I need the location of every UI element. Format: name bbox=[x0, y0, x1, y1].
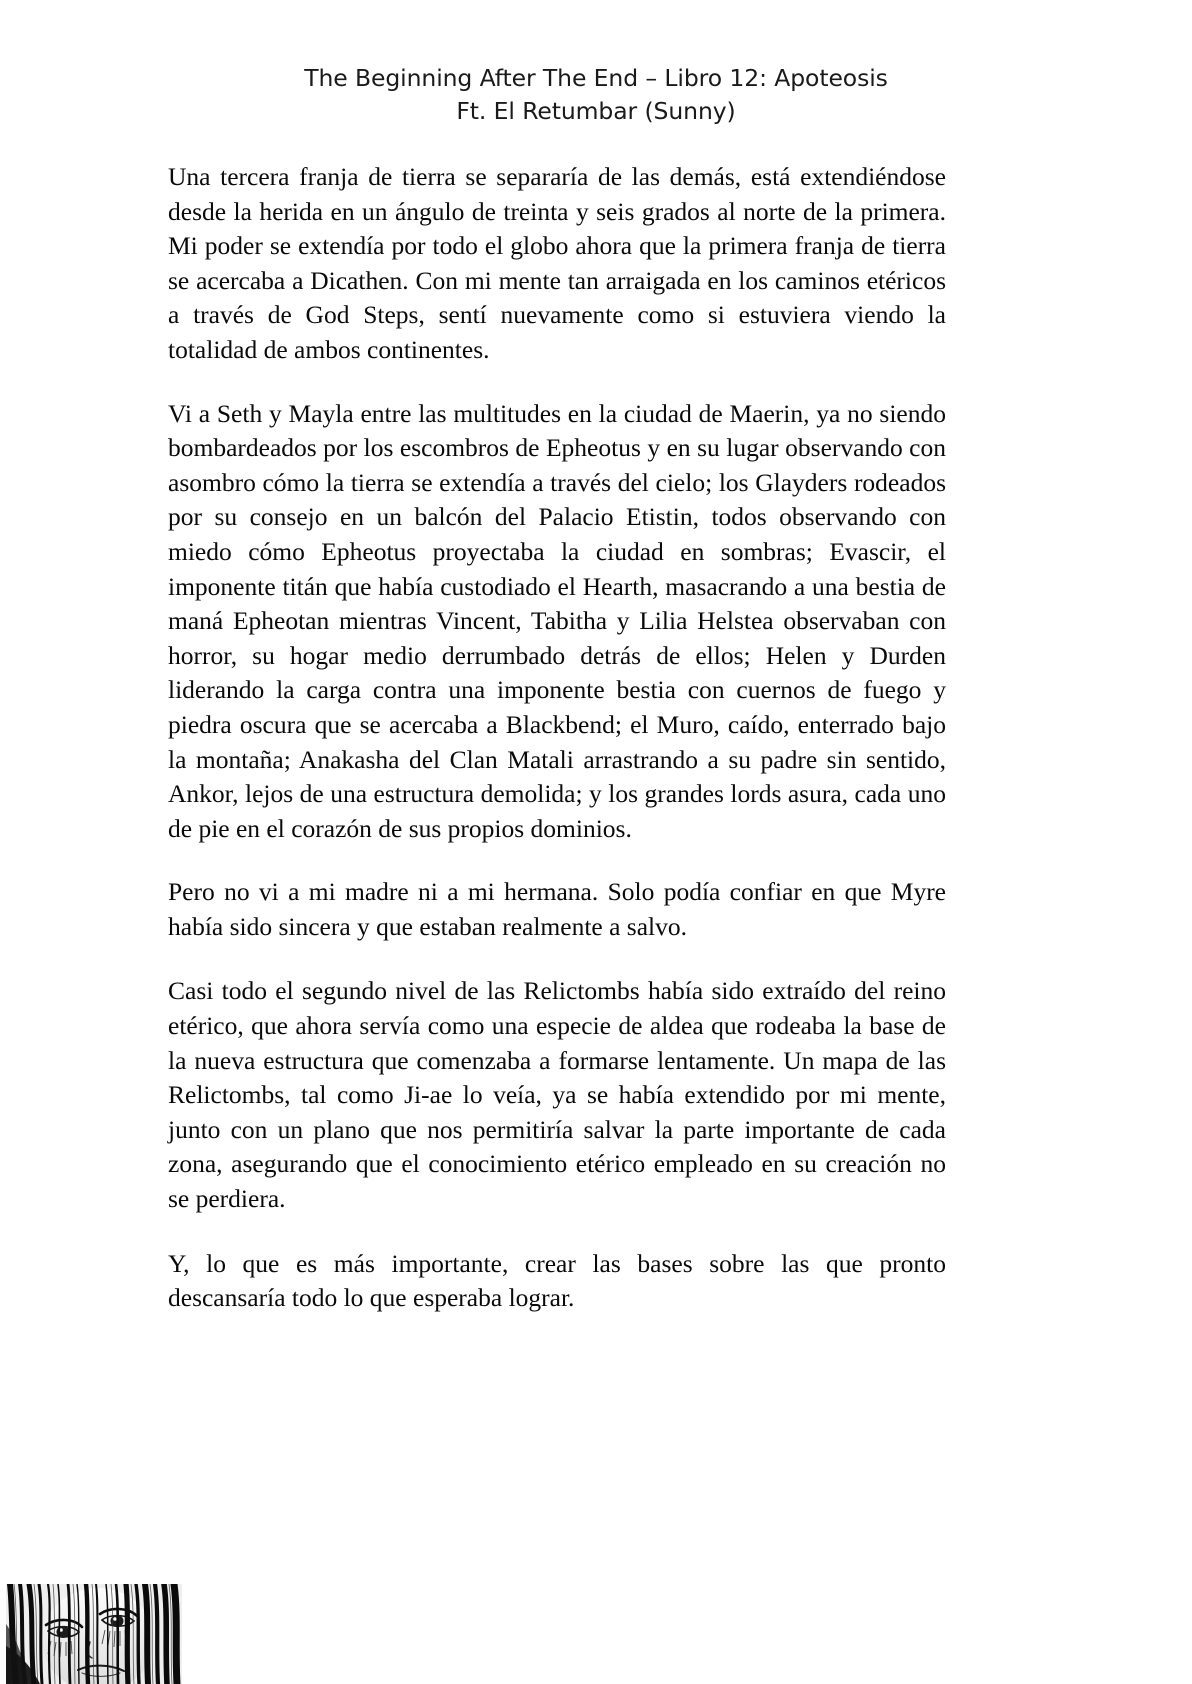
paragraph-5: Y, lo que es más importante, crear las bases sobre las que pronto descansaría todo lo que esperaba lograr. bbox=[168, 1248, 946, 1313]
header-title-line-1: The Beginning After The End – Libro 12: Apoteosis bbox=[304, 64, 888, 92]
paragraph-3: Pero no vi a mi madre ni a mi hermana. Solo podía confiar en que Myre había sido sincera y que estaban realmente a salvo. bbox=[168, 877, 946, 941]
header-title-line-2: Ft. El Retumbar (Sunny) bbox=[456, 97, 736, 125]
paragraph-2: Vi a Seth y Mayla entre las multitudes en la ciudad de Maerin, ya no siendo bombardeados por los escombros de Epheotus y en su lugar observando con asombro cómo la tierra se extendía a través del cielo; los Glayders rodeados por su consejo en un balcón del Palacio Etistin, todos observando con miedo cómo Epheotus proyectaba la ciudad en sombras; Evascir, el imponente titán que había custodiado el Hearth, masacrando a una bestia de maná Epheotan mientras Vincent, Tabitha y Lilia Helstea observaban con horror, su hogar medio derrumbado detrás de ellos; Helen y Durden liderando la carga contra una imponente bestia con cuernos de fuego y piedra oscura que se acercaba a Blackbend; el Muro, caído, enterrado bajo la montaña; Anakasha del Clan Matali arrastrando a su padre sin sentido, Ankor, lejos de una estructura demolida; y los grandes lords asura, cada uno de pie en el corazón de sus propios dominios. bbox=[168, 398, 946, 843]
paragraph-1: Una tercera franja de tierra se separaría de las demás, está extendiéndose desde la herida en un ángulo de treinta y seis grados al norte de la primera. Mi poder se extendía por todo el globo ahora que la primera franja de tierra se acercaba a Dicathen. Con mi mente tan arraigada en los caminos etéricos a través de God Steps, sentí nuevamente como si estuviera viendo la totalidad de ambos continentes. bbox=[168, 162, 946, 364]
manga-face-illustration bbox=[6, 1584, 182, 1684]
document-header bbox=[0, 62, 1192, 128]
document-body bbox=[168, 160, 946, 1316]
paragraph-4: Casi todo el segundo nivel de las Relictombs había sido extraído del reino etérico, que ahora servía como una especie de aldea que rodeaba la base de la nueva estructura que comenzaba a formarse lentamente. Un mapa de las Relictombs, tal como Ji-ae lo veía, ya se había extendido por mi mente, junto con un plano que nos permitiría salvar la parte importante de cada zona, asegurando que el conocimiento etérico empleado en su creación no se perdiera. bbox=[168, 976, 946, 1214]
